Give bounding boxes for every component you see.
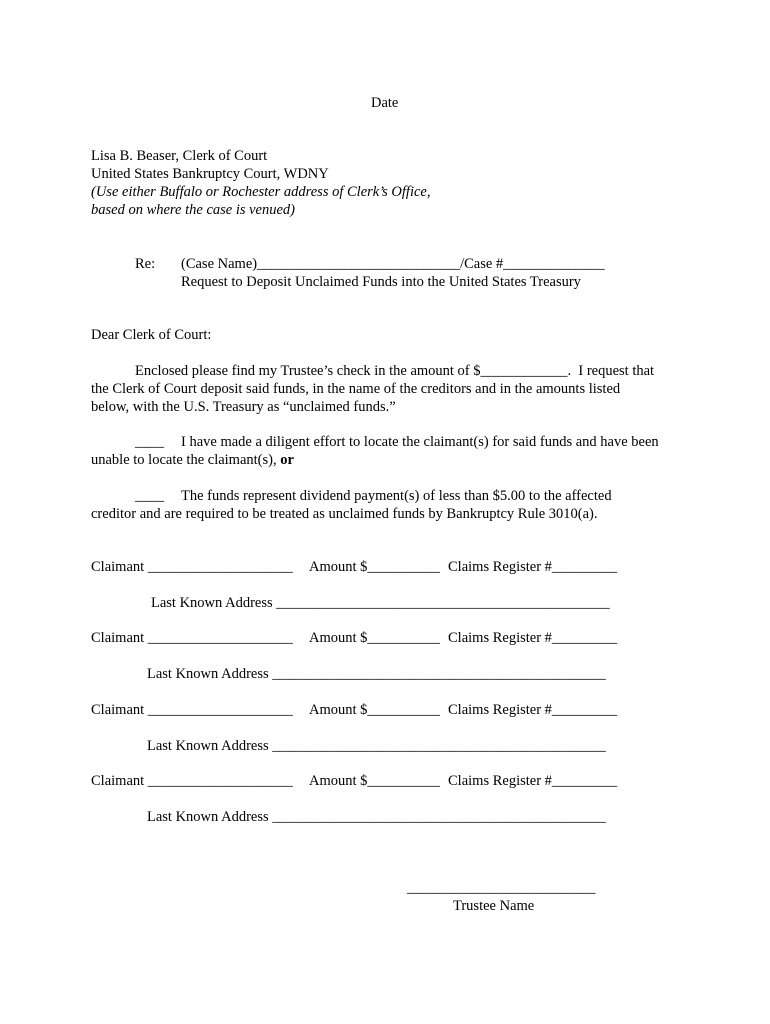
amount-field[interactable]: Amount $__________: [309, 773, 440, 789]
paragraph1-line3: below, with the U.S. Treasury as “unclaimed funds.”: [91, 399, 396, 415]
claimant-field[interactable]: Claimant ____________________: [91, 630, 293, 646]
re-label: Re:: [135, 256, 156, 272]
option1-checkbox-blank[interactable]: ____: [135, 434, 164, 450]
last-known-address-field[interactable]: Last Known Address ______________________________________________: [147, 666, 606, 682]
amount-field[interactable]: Amount $__________: [309, 559, 440, 575]
option1-line2-text: unable to locate the claimant(s),: [91, 452, 281, 468]
date-label: Date: [371, 95, 399, 111]
salutation: Dear Clerk of Court:: [91, 327, 212, 343]
addressee-note1: (Use either Buffalo or Rochester address of Clerk’s Office,: [91, 184, 431, 200]
paragraph1-line1: Enclosed please find my Trustee’s check in the amount of $____________. I request that: [135, 363, 655, 379]
claimant-field[interactable]: Claimant ____________________: [91, 773, 293, 789]
addressee-line2: United States Bankruptcy Court, WDNY: [91, 166, 329, 182]
signature-line[interactable]: __________________________: [407, 880, 596, 896]
option1-line2: [91, 451, 294, 469]
addressee-line1: Lisa B. Beaser, Clerk of Court: [91, 148, 268, 164]
option2-line2: creditor and are required to be treated as unclaimed funds by Bankruptcy Rule 3010(a).: [91, 506, 598, 522]
re-line1: (Case Name)____________________________/Case #______________: [181, 256, 605, 272]
claims-register-field[interactable]: Claims Register #_________: [448, 630, 618, 646]
claims-register-field[interactable]: Claims Register #_________: [448, 702, 618, 718]
last-known-address-field[interactable]: Last Known Address ______________________________________________: [147, 738, 606, 754]
trustee-name-label: Trustee Name: [453, 898, 535, 914]
option2-checkbox-blank[interactable]: ____: [135, 488, 164, 504]
last-known-address-field[interactable]: Last Known Address ______________________________________________: [151, 595, 610, 611]
addressee-note2: based on where the case is venued): [91, 202, 296, 218]
claimant-field[interactable]: Claimant ____________________: [91, 702, 293, 718]
option2-line1: The funds represent dividend payment(s) of less than $5.00 to the affected: [181, 488, 612, 504]
paragraph1-line2: the Clerk of Court deposit said funds, in the name of the creditors and in the amounts listed: [91, 381, 621, 397]
last-known-address-field[interactable]: Last Known Address ______________________________________________: [147, 809, 606, 825]
amount-field[interactable]: Amount $__________: [309, 702, 440, 718]
option1-line1: I have made a diligent effort to locate the claimant(s) for said funds and have been: [181, 434, 659, 450]
claims-register-field[interactable]: Claims Register #_________: [448, 773, 618, 789]
claims-register-field[interactable]: Claims Register #_________: [448, 559, 618, 575]
option1-or: or: [280, 452, 294, 468]
re-line2: Request to Deposit Unclaimed Funds into the United States Treasury: [181, 274, 581, 290]
claimant-field[interactable]: Claimant ____________________: [91, 559, 293, 575]
amount-field[interactable]: Amount $__________: [309, 630, 440, 646]
